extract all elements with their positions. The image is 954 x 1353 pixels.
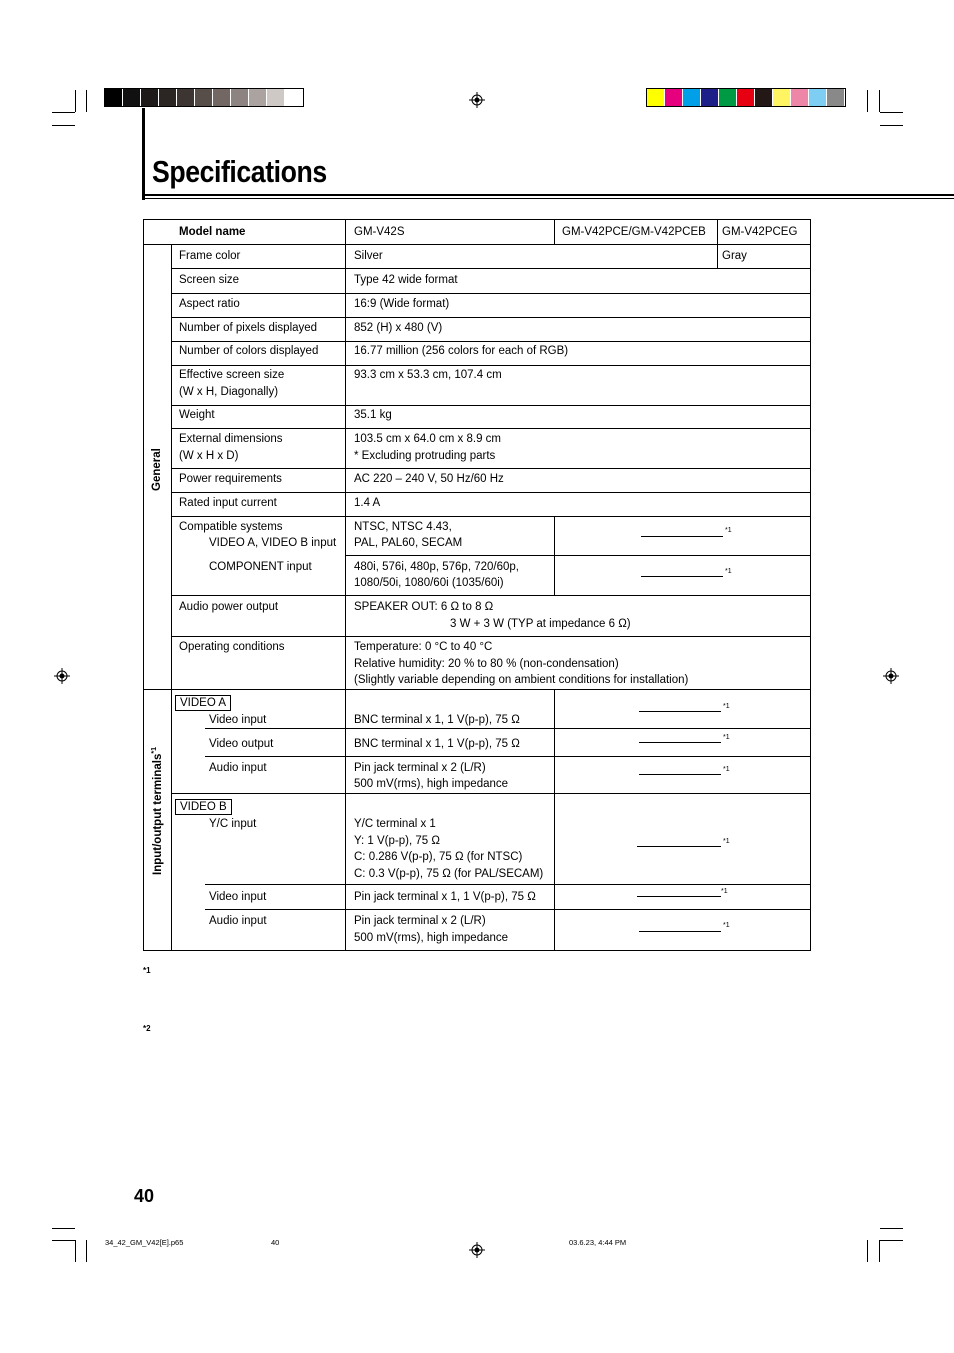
row-label: Weight bbox=[179, 409, 215, 421]
table-divider bbox=[205, 756, 811, 757]
crop-mark bbox=[86, 90, 87, 112]
row-label: Number of colors displayed bbox=[179, 345, 319, 357]
footnote-1: *1 bbox=[143, 966, 151, 975]
color-swatch bbox=[213, 89, 231, 106]
table-divider bbox=[171, 428, 811, 429]
color-swatch bbox=[755, 89, 773, 106]
table-divider bbox=[143, 244, 811, 245]
row-value: Y: 1 V(p-p), 75 Ω bbox=[354, 835, 440, 847]
header-model-3: GM-V42PCEG bbox=[722, 226, 798, 238]
blank-line bbox=[641, 536, 723, 537]
row-value: PAL, PAL60, SECAM bbox=[354, 537, 463, 549]
blank-line bbox=[639, 742, 721, 743]
row-value: 1080/50i, 1080/60i (1035/60i) bbox=[354, 577, 504, 589]
row-value: C: 0.286 V(p-p), 75 Ω (for NTSC) bbox=[354, 851, 523, 863]
row-value: 500 mV(rms), high impedance bbox=[354, 932, 509, 944]
color-swatch bbox=[701, 89, 719, 106]
color-swatch bbox=[159, 89, 177, 106]
color-swatch bbox=[683, 89, 701, 106]
row-value: 3 W + 3 W (TYP at impedance 6 Ω) bbox=[450, 618, 631, 630]
row-label: Compatible systems bbox=[179, 521, 283, 533]
color-swatch bbox=[827, 89, 845, 106]
row-label: Aspect ratio bbox=[179, 298, 240, 310]
table-divider bbox=[554, 219, 555, 244]
color-swatch bbox=[773, 89, 791, 106]
row-sublabel: Y/C input bbox=[209, 818, 257, 830]
header-model-2: GM-V42PCE/GM-V42PCEB bbox=[562, 226, 706, 238]
row-value: SPEAKER OUT: 6 Ω to 8 Ω bbox=[354, 601, 494, 613]
color-swatch bbox=[177, 89, 195, 106]
table-divider bbox=[171, 636, 811, 637]
row-value: Pin jack terminal x 2 (L/R) bbox=[354, 762, 486, 774]
section-label-io-mark: *1 bbox=[151, 746, 158, 754]
table-divider bbox=[143, 689, 811, 690]
registration-mark-icon bbox=[469, 92, 485, 108]
table-divider bbox=[205, 909, 811, 910]
footnote-mark: *1 bbox=[723, 703, 730, 710]
footer-file: 34_42_GM_V42[E].p65 bbox=[105, 1238, 184, 1247]
table-divider bbox=[345, 555, 811, 556]
row-value: 35.1 kg bbox=[354, 409, 392, 421]
footnote-mark: *1 bbox=[725, 568, 732, 575]
color-swatch bbox=[231, 89, 249, 106]
page-title: Specifications bbox=[152, 154, 327, 189]
row-sublabel: COMPONENT input bbox=[209, 561, 312, 573]
row-value: Silver bbox=[354, 250, 383, 262]
crop-mark bbox=[52, 1240, 75, 1241]
registration-mark-icon bbox=[54, 668, 70, 684]
row-label: External dimensions bbox=[179, 433, 283, 445]
row-value: 500 mV(rms), high impedance bbox=[354, 778, 509, 790]
color-swatch bbox=[719, 89, 737, 106]
table-divider bbox=[171, 293, 811, 294]
table-divider bbox=[171, 405, 811, 406]
color-swatch bbox=[647, 89, 665, 106]
table-divider bbox=[171, 365, 811, 366]
table-divider bbox=[171, 595, 811, 596]
blank-line bbox=[639, 711, 721, 712]
row-sublabel: Video input bbox=[209, 714, 267, 726]
header-model-1: GM-V42S bbox=[354, 226, 405, 238]
video-a-label: VIDEO A bbox=[175, 695, 231, 711]
table-divider bbox=[171, 492, 811, 493]
registration-mark-icon bbox=[469, 1242, 485, 1258]
row-value: 16.77 million (256 colors for each of RGB) bbox=[354, 345, 569, 357]
table-divider bbox=[171, 317, 811, 318]
crop-mark bbox=[880, 1228, 903, 1229]
crop-mark bbox=[75, 90, 76, 112]
row-value: 480i, 576i, 480p, 576p, 720/60p, bbox=[354, 561, 519, 573]
footer-page: 40 bbox=[271, 1238, 280, 1247]
crop-mark bbox=[75, 1240, 76, 1262]
row-sublabel: Audio input bbox=[209, 762, 267, 774]
crop-mark bbox=[879, 90, 880, 112]
row-label: Power requirements bbox=[179, 473, 282, 485]
row-value: AC 220 – 240 V, 50 Hz/60 Hz bbox=[354, 473, 504, 485]
title-underline bbox=[142, 194, 954, 196]
blank-line bbox=[639, 931, 721, 932]
table-divider bbox=[171, 468, 811, 469]
footnote-mark: *1 bbox=[723, 734, 730, 741]
row-label: Rated input current bbox=[179, 497, 277, 509]
table-divider bbox=[171, 244, 172, 951]
table-divider bbox=[171, 341, 811, 342]
footnote-mark: *1 bbox=[721, 888, 728, 895]
row-label: Operating conditions bbox=[179, 641, 285, 653]
row-sublabel: Video output bbox=[209, 738, 274, 750]
row-label: Number of pixels displayed bbox=[179, 322, 318, 334]
color-swatch bbox=[249, 89, 267, 106]
section-label-io bbox=[151, 747, 164, 875]
table-divider bbox=[171, 516, 811, 517]
color-swatch bbox=[123, 89, 141, 106]
row-value: * Excluding protruding parts bbox=[354, 450, 496, 462]
row-value: Y/C terminal x 1 bbox=[354, 818, 436, 830]
title-underline bbox=[142, 198, 954, 199]
page-number: 40 bbox=[134, 1186, 155, 1206]
footnote-mark: *1 bbox=[723, 838, 730, 845]
row-label: (W x H x D) bbox=[179, 450, 239, 462]
crop-mark bbox=[867, 90, 868, 112]
row-value: Pin jack terminal x 1, 1 V(p-p), 75 Ω bbox=[354, 891, 536, 903]
color-bar-right bbox=[647, 89, 845, 106]
footnote-mark: *1 bbox=[725, 527, 732, 534]
row-sublabel: Audio input bbox=[209, 915, 267, 927]
row-value: C: 0.3 V(p-p), 75 Ω (for PAL/SECAM) bbox=[354, 868, 544, 880]
color-swatch bbox=[195, 89, 213, 106]
row-value: 103.5 cm x 64.0 cm x 8.9 cm bbox=[354, 433, 502, 445]
blank-line bbox=[637, 896, 721, 897]
footnote-mark: *1 bbox=[723, 766, 730, 773]
color-swatch bbox=[809, 89, 827, 106]
row-value: 16:9 (Wide format) bbox=[354, 298, 450, 310]
color-swatch bbox=[737, 89, 755, 106]
crop-mark bbox=[880, 125, 903, 126]
section-label-io-text: Input/output terminals bbox=[151, 753, 164, 875]
row-value: Gray bbox=[722, 250, 747, 262]
section-label-general: General bbox=[151, 448, 163, 491]
table-divider bbox=[205, 884, 811, 885]
footnote-2: *2 bbox=[143, 1024, 151, 1033]
row-value: BNC terminal x 1, 1 V(p-p), 75 Ω bbox=[354, 738, 520, 750]
crop-mark bbox=[52, 112, 75, 113]
row-value: BNC terminal x 1, 1 V(p-p), 75 Ω bbox=[354, 714, 520, 726]
color-swatch bbox=[267, 89, 285, 106]
row-label: Frame color bbox=[179, 250, 241, 262]
row-value: Type 42 wide format bbox=[354, 274, 458, 286]
row-sublabel: Video input bbox=[209, 891, 267, 903]
crop-mark bbox=[867, 1240, 868, 1262]
color-swatch bbox=[791, 89, 809, 106]
row-label: Audio power output bbox=[179, 601, 279, 613]
table-divider bbox=[171, 793, 811, 794]
crop-mark bbox=[880, 1240, 903, 1241]
title-bar-line bbox=[142, 108, 145, 200]
row-value: Pin jack terminal x 2 (L/R) bbox=[354, 915, 486, 927]
row-sublabel: VIDEO A, VIDEO B input bbox=[209, 537, 337, 549]
table-divider bbox=[171, 268, 811, 269]
footer-date: 03.6.23, 4:44 PM bbox=[569, 1238, 627, 1247]
video-b-label: VIDEO B bbox=[175, 799, 232, 815]
footnote-mark: *1 bbox=[723, 922, 730, 929]
row-value: (Slightly variable depending on ambient conditions for installation) bbox=[354, 674, 689, 686]
blank-line bbox=[637, 846, 721, 847]
color-swatch bbox=[141, 89, 159, 106]
color-swatch bbox=[285, 89, 303, 106]
row-value: 852 (H) x 480 (V) bbox=[354, 322, 443, 334]
row-value: NTSC, NTSC 4.43, bbox=[354, 521, 452, 533]
header-model-name: Model name bbox=[179, 226, 246, 238]
row-value: 1.4 A bbox=[354, 497, 381, 509]
crop-mark bbox=[86, 1240, 87, 1262]
color-swatch bbox=[105, 89, 123, 106]
crop-mark bbox=[52, 125, 75, 126]
registration-mark-icon bbox=[883, 668, 899, 684]
crop-mark bbox=[880, 112, 903, 113]
crop-mark bbox=[879, 1240, 880, 1262]
blank-line bbox=[639, 774, 721, 775]
row-label: (W x H, Diagonally) bbox=[179, 386, 279, 398]
row-value: Relative humidity: 20 % to 80 % (non-condensation) bbox=[354, 658, 619, 670]
color-swatch bbox=[665, 89, 683, 106]
color-bar-left bbox=[105, 89, 303, 106]
row-label: Effective screen size bbox=[179, 369, 285, 381]
row-value: Temperature: 0 °C to 40 °C bbox=[354, 641, 493, 653]
row-label: Screen size bbox=[179, 274, 240, 286]
blank-line bbox=[641, 576, 723, 577]
table-divider bbox=[345, 219, 346, 951]
row-value: 93.3 cm x 53.3 cm, 107.4 cm bbox=[354, 369, 502, 381]
crop-mark bbox=[52, 1228, 75, 1229]
